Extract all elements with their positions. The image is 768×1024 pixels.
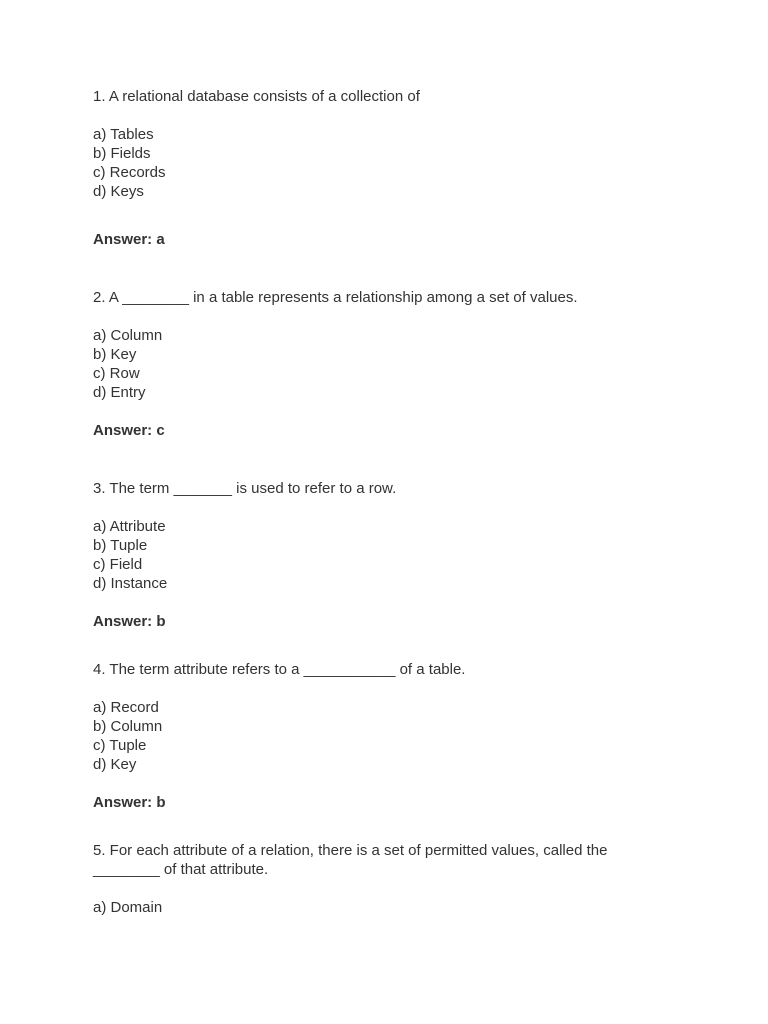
option-c: c) Row bbox=[93, 365, 140, 382]
question-2 bbox=[93, 288, 653, 440]
option-a: a) Attribute bbox=[93, 518, 166, 535]
option-a: a) Column bbox=[93, 327, 163, 344]
option-a: a) Tables bbox=[93, 126, 154, 143]
question-text: 1. A relational database consists of a collection of bbox=[93, 88, 420, 105]
option-a: a) Domain bbox=[93, 899, 163, 916]
question-3 bbox=[93, 479, 653, 631]
option-c: c) Records bbox=[93, 164, 166, 181]
option-c: c) Field bbox=[93, 556, 143, 573]
answer-label: Answer: b bbox=[93, 613, 166, 630]
option-b: b) Tuple bbox=[93, 537, 148, 554]
option-d: d) Keys bbox=[93, 183, 144, 200]
option-d: d) Instance bbox=[93, 575, 168, 592]
answer-label: Answer: a bbox=[93, 231, 165, 248]
question-1 bbox=[93, 87, 653, 249]
question-text: 2. A ________ in a table represents a relationship among a set of values. bbox=[93, 289, 578, 306]
options-list bbox=[93, 326, 653, 402]
answer-label: Answer: b bbox=[93, 794, 166, 811]
question-text: 3. The term _______ is used to refer to a row. bbox=[93, 480, 397, 497]
option-b: b) Column bbox=[93, 718, 163, 735]
question-4 bbox=[93, 660, 653, 812]
options-list bbox=[93, 898, 638, 917]
question-5 bbox=[93, 841, 638, 917]
option-b: b) Fields bbox=[93, 145, 151, 162]
question-text: 4. The term attribute refers to a ___________ of a table. bbox=[93, 661, 466, 678]
answer-label: Answer: c bbox=[93, 422, 165, 439]
options-list bbox=[93, 517, 653, 593]
options-list bbox=[93, 698, 653, 774]
option-d: d) Entry bbox=[93, 384, 146, 401]
option-b: b) Key bbox=[93, 346, 137, 363]
option-c: c) Tuple bbox=[93, 737, 147, 754]
options-list bbox=[93, 125, 653, 201]
option-a: a) Record bbox=[93, 699, 159, 716]
question-text: 5. For each attribute of a relation, there is a set of permitted values, called the ________ of that attribute. bbox=[93, 842, 612, 878]
option-d: d) Key bbox=[93, 756, 137, 773]
